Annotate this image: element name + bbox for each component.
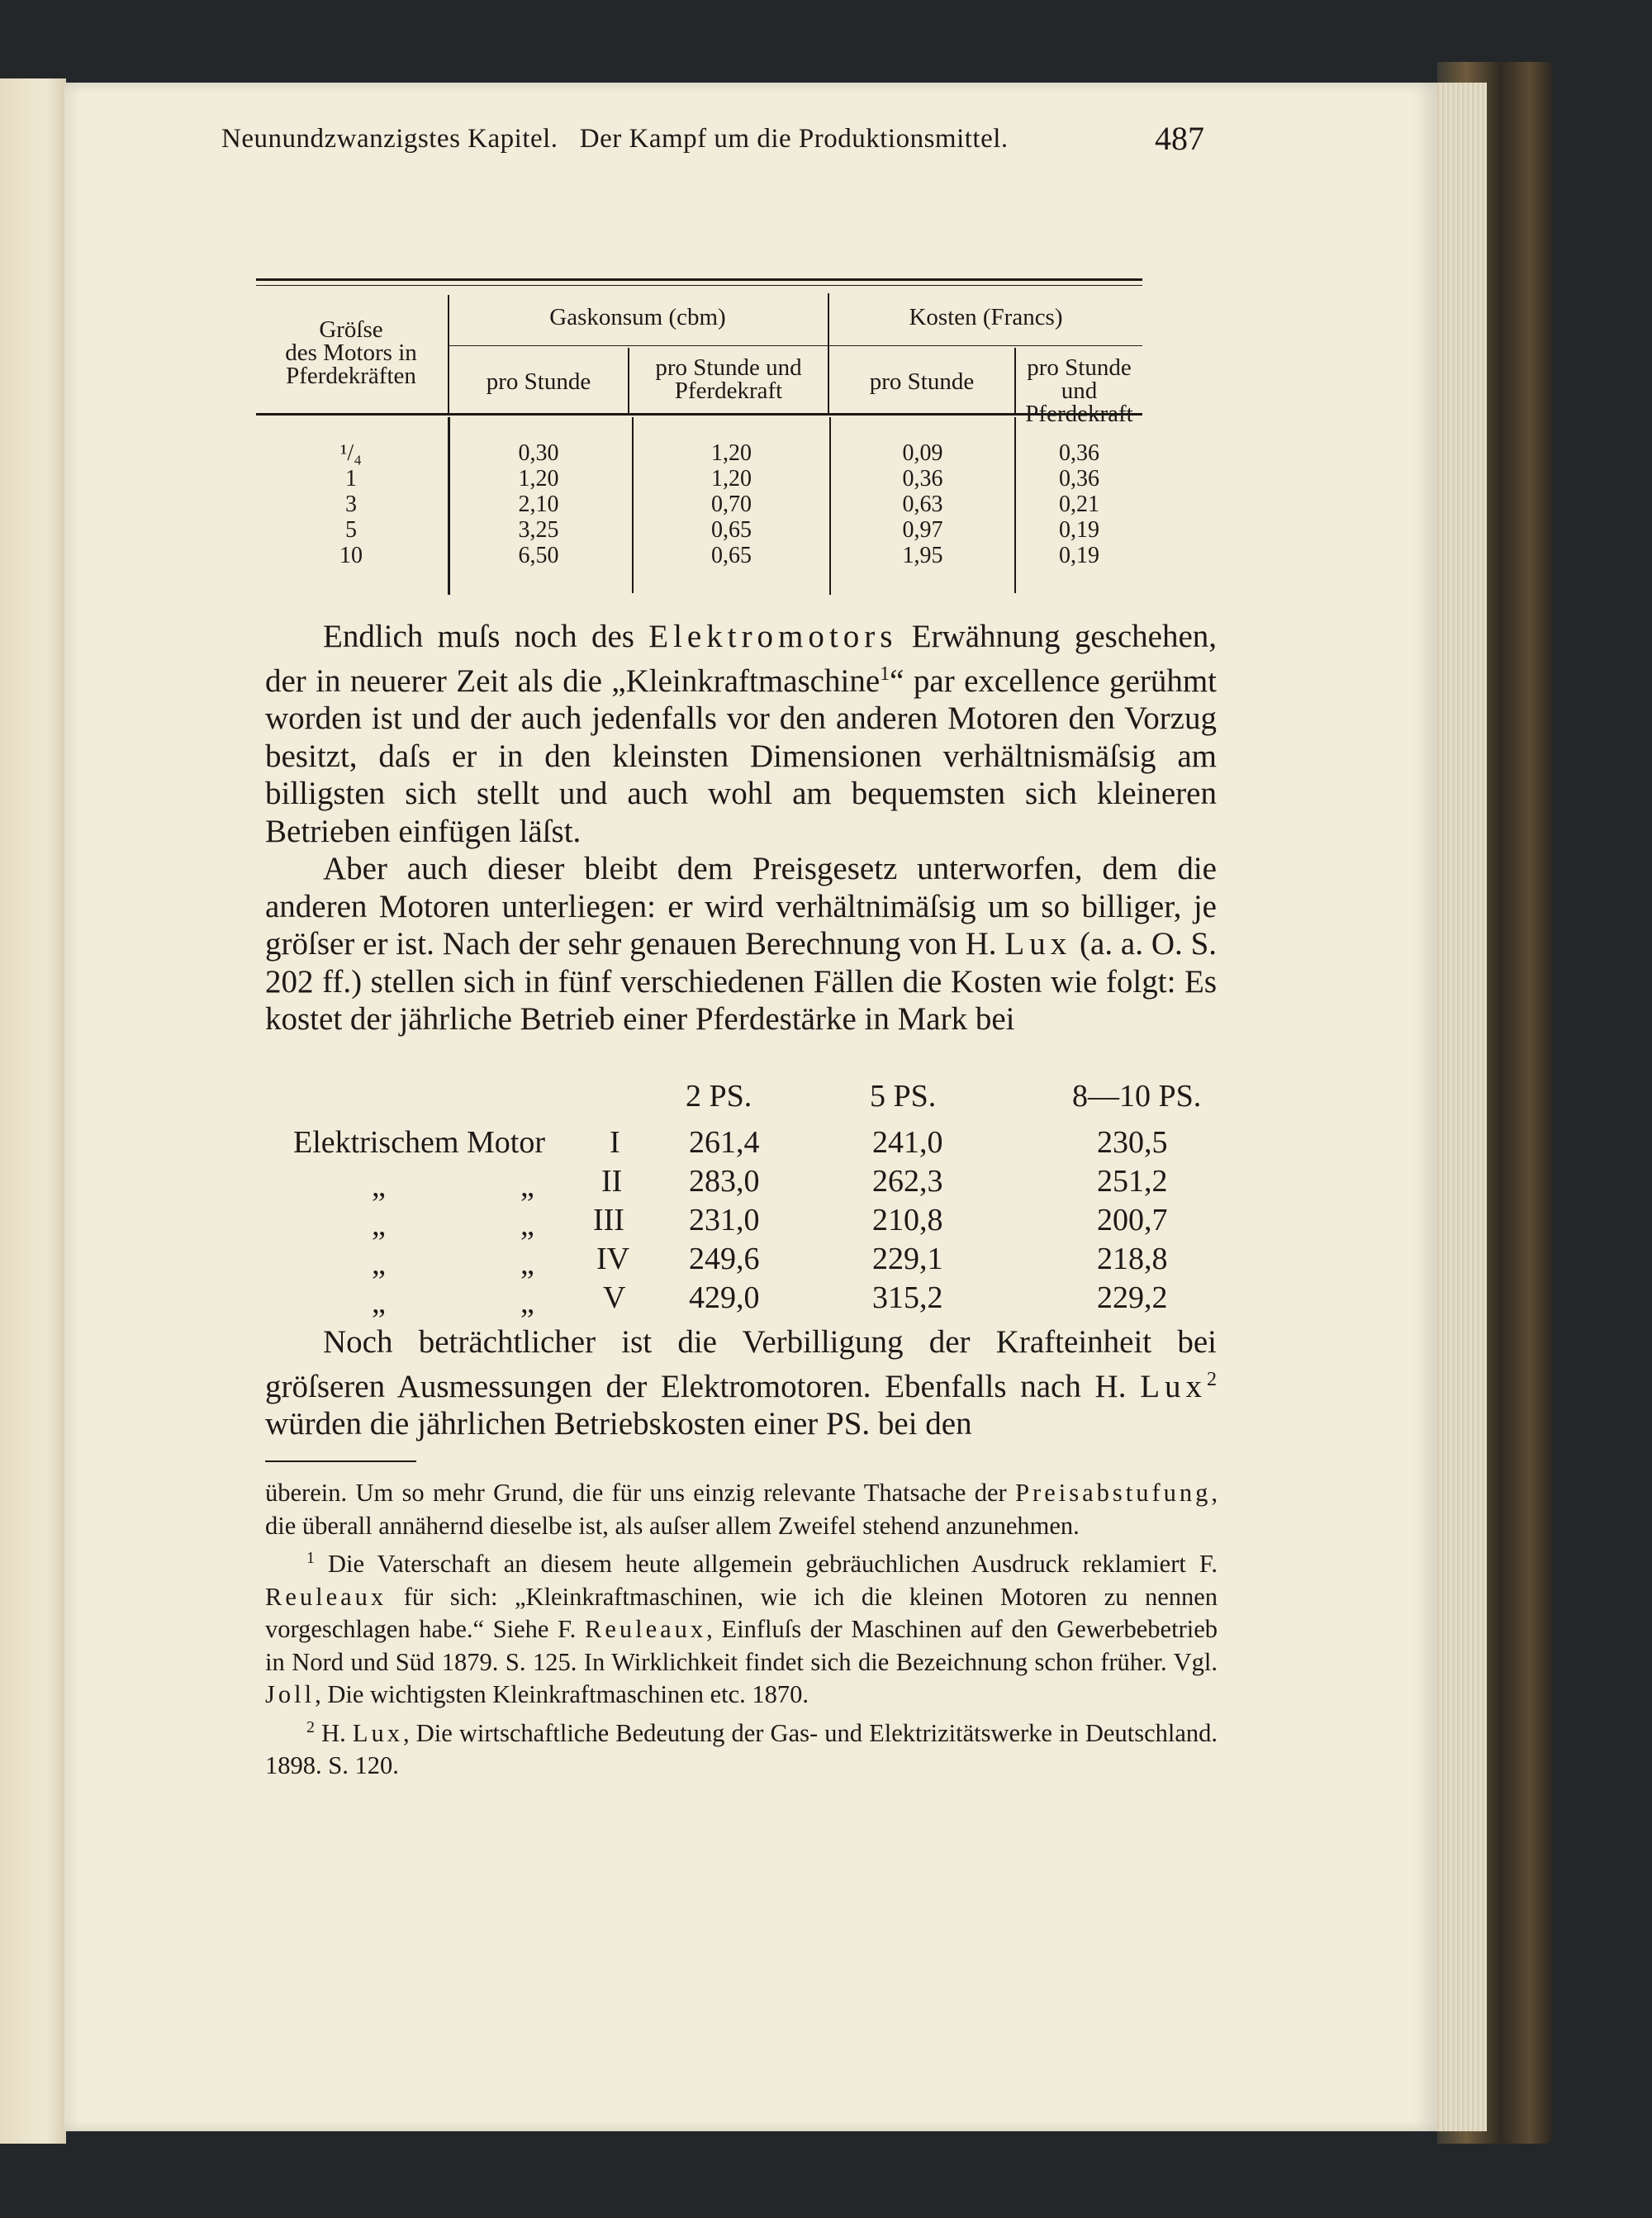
paragraph-electromotor <box>265 618 1217 850</box>
table-cell: 210,8 <box>872 1203 943 1237</box>
body-text-upper <box>265 618 1217 1038</box>
table-cell: 262,3 <box>872 1164 943 1199</box>
spaced-term: Reuleaux <box>584 1615 707 1644</box>
text-run: Noch beträchtlicher ist die Verbilligung der Krafteinheit bei gröſseren Ausmessungen der Elektromotoren. Ebenfalls nach H. <box>265 1324 1217 1404</box>
motor-number: V <box>603 1280 626 1315</box>
ditto-mark: „ <box>520 1208 534 1242</box>
header-cost-per-hour-hp-line1: pro Stunde und <box>1027 354 1132 404</box>
ditto-mark: „ <box>372 1208 386 1242</box>
gas-motor-table <box>190 194 1142 568</box>
table-cell: 6,50 <box>518 543 559 568</box>
footnote-continuation <box>265 1477 1218 1542</box>
header-cost-per-hour-hp <box>1016 356 1142 425</box>
table-cell: 1,20 <box>711 440 752 466</box>
text-run: , Die wirtschaftliche Bedeutung der Gas- und Elektrizitätswerke in Deutschland. 1898. S. 120. <box>265 1718 1218 1780</box>
table-row <box>190 1163 1222 1204</box>
footnote-2 <box>265 1712 1218 1783</box>
table-row <box>190 1124 1222 1162</box>
spaced-term: Joll <box>265 1680 316 1709</box>
header-gas-per-hour-hp-line1: pro Stunde und <box>655 354 802 381</box>
spaced-term: Elektromotors <box>648 619 898 654</box>
table-cell: 218,8 <box>1097 1242 1168 1276</box>
text-run: , Einfluſs der Maschinen auf den Gewerbebetrieb in Nord und Süd 1879. S. 125. In Wirklichkeit findet sich die Bezeichnung schon früher. Vgl. <box>265 1615 1218 1676</box>
table-cell: 0,97 <box>902 517 943 543</box>
ditto-mark: „ <box>372 1247 386 1281</box>
header-size <box>256 318 446 387</box>
spaced-term: Preisabstufung <box>1015 1479 1212 1507</box>
col-gas-hour-values <box>449 440 628 568</box>
cost-header: 8—10 PS. <box>1072 1079 1202 1114</box>
table-cell: 229,1 <box>872 1242 943 1276</box>
ditto-mark: „ <box>372 1285 386 1320</box>
header-gas-per-hour-hp-line2: Pferdekraft <box>674 378 783 404</box>
motor-number: IV <box>596 1242 630 1276</box>
spaced-term: Reuleaux <box>265 1582 387 1611</box>
col-size-values <box>256 440 446 568</box>
footnote-separator <box>265 1460 416 1462</box>
table-cell: 230,5 <box>1097 1125 1168 1160</box>
row-label: Elektrischem Motor <box>293 1125 545 1160</box>
table-cell: 0,30 <box>518 440 559 466</box>
header-size-line1: Gröſse <box>319 316 383 343</box>
col-cost-hour-hp-values <box>1016 440 1142 568</box>
table-cell: 3,25 <box>518 517 559 543</box>
text-run: , Die wichtigsten Kleinkraftmaschinen etc. 1870. <box>315 1680 809 1709</box>
header-size-line2: des Motors in <box>285 340 417 366</box>
ditto-mark: „ <box>372 1169 386 1204</box>
table-cell: ¹/₄ <box>340 440 362 466</box>
footnote-mark: 2 <box>306 1717 315 1736</box>
table-cell: 283,0 <box>689 1164 760 1199</box>
table-cell: 261,4 <box>689 1125 760 1160</box>
running-title: Neunundzwanzigstes Kapitel. Der Kampf um die Produktionsmittel. <box>221 124 1009 154</box>
table-cell: 2,10 <box>518 492 559 517</box>
table-row <box>190 1241 1222 1279</box>
footnote-ref: 2 <box>1207 1368 1218 1390</box>
paragraph-larger-motors <box>265 1323 1217 1443</box>
header-cost-per-hour-hp-line2: Pferdekraft <box>1025 401 1133 427</box>
table-cell: 1,20 <box>518 466 559 492</box>
col-cost-hour-values <box>831 440 1014 568</box>
spaced-term: Lux <box>1140 1368 1208 1404</box>
spaced-term: Lux <box>1004 926 1072 962</box>
body-text-lower <box>265 1323 1217 1443</box>
table-header-rule <box>256 413 1142 416</box>
text-run: Endlich muſs noch des <box>323 619 634 654</box>
ditto-mark: „ <box>520 1247 534 1281</box>
page-number: 487 <box>1155 120 1204 157</box>
electric-cost-table <box>190 1078 1222 1326</box>
text-run: für sich: „Kleinkraftmaschinen, wie ich die kleinen Motoren zu nennen vorgeschlagen habe.“ Siehe F. <box>265 1582 1218 1644</box>
table-cell: 0,65 <box>711 517 752 543</box>
ditto-mark: „ <box>520 1285 534 1320</box>
table-cell: 10 <box>339 543 363 568</box>
footnote-1 <box>265 1542 1218 1712</box>
running-header <box>221 120 1204 173</box>
table-cell: 0,36 <box>1059 466 1099 492</box>
text-run: “ par excellence gerühmt worden ist und der auch jedenfalls vor den anderen Motoren den Vorzug besitzt, daſs er in den kleinsten Dimensionen verhältnismäſsig am billigsten sich stellt und auch wohl am bequemsten sich kleineren Betrieben einfügen läſst. <box>265 663 1218 849</box>
table-row <box>190 1280 1222 1318</box>
text-run: , die überall annähernd dieselbe ist, als auſser allem Zweifel stehend anzunehmen. <box>265 1479 1218 1540</box>
table-cell: 5 <box>345 517 357 543</box>
table-cell: 3 <box>345 492 357 517</box>
table-cell: 249,6 <box>689 1242 760 1276</box>
table-cell: 0,19 <box>1059 517 1099 543</box>
paragraph-price-law <box>265 850 1217 1038</box>
cost-header-row <box>190 1078 1222 1116</box>
table-cell: 0,21 <box>1059 492 1099 517</box>
motor-number: II <box>601 1164 623 1199</box>
motor-number: I <box>610 1125 620 1160</box>
col-gas-hour-hp-values <box>634 440 829 568</box>
table-cell: 315,2 <box>872 1280 943 1315</box>
table-cell: 241,0 <box>872 1125 943 1160</box>
table-subheader-rule <box>449 345 1142 346</box>
table-cell: 0,09 <box>902 440 943 466</box>
spaced-term: Lux <box>352 1718 404 1747</box>
text-run: (a. a. O. S. 202 ff.) stellen sich in fünf verschiedenen Fällen die Kosten wie folgt: Es kostet der jährliche Betrieb einer Pferdestärke in Mark bei <box>265 926 1218 1037</box>
table-cell: 0,63 <box>902 492 943 517</box>
motor-number: III <box>593 1203 624 1237</box>
table-cell: 200,7 <box>1097 1203 1168 1237</box>
text-run: würden die jährlichen Betriebskosten einer PS. bei den <box>265 1406 972 1441</box>
table-cell: 1,95 <box>902 543 943 568</box>
facing-page-edge <box>0 78 66 2144</box>
table-cell: 0,36 <box>1059 440 1099 466</box>
text-run: Erwähnung geschehen, der in neuerer Zeit als die „Kleinkraftmaschine <box>265 619 1218 699</box>
footnote-ref: 1 <box>880 663 890 685</box>
table-row <box>190 1202 1222 1240</box>
table-cell: 1 <box>345 466 357 492</box>
ditto-mark: „ <box>520 1169 534 1204</box>
header-gas-group: Gaskonsum (cbm) <box>549 304 726 330</box>
header-cost-per-hour: pro Stunde <box>869 368 975 395</box>
text-run: überein. Um so mehr Grund, die für uns einzig relevante Thatsache der <box>265 1479 1007 1507</box>
footnotes <box>265 1477 1218 1783</box>
table-cell: 0,70 <box>711 492 752 517</box>
table-cell: 229,2 <box>1097 1280 1168 1315</box>
table-cell: 429,0 <box>689 1280 760 1315</box>
table-cell: 1,20 <box>711 466 752 492</box>
header-size-line3: Pferdekräften <box>286 363 416 389</box>
header-gas-per-hour-hp <box>629 356 828 402</box>
table-cell: 0,36 <box>902 466 943 492</box>
text-run: Die Vaterschaft an diesem heute allgemein gebräuchlichen Ausdruck reklamiert F. <box>328 1550 1218 1579</box>
footnote-mark: 1 <box>306 1549 315 1567</box>
cost-header: 2 PS. <box>686 1079 752 1114</box>
text-run: H. <box>321 1718 346 1747</box>
table-cell: 231,0 <box>689 1203 760 1237</box>
table-cell: 0,19 <box>1059 543 1099 568</box>
table-top-rule <box>256 278 1142 281</box>
header-gas-per-hour: pro Stunde <box>486 368 591 395</box>
table-top-rule-thin <box>256 285 1142 286</box>
table-cell: 251,2 <box>1097 1164 1168 1199</box>
text-run: Aber auch dieser bleibt dem Preisgesetz unterworfen, dem die anderen Motoren unterliegen: er wird verhältnimäſsig um so billiger, je gröſser er ist. Nach der sehr genauen Berechnung von H. <box>265 851 1217 962</box>
table-cell: 0,65 <box>711 543 752 568</box>
header-cost-group: Kosten (Francs) <box>909 304 1063 330</box>
cost-header: 5 PS. <box>870 1079 937 1114</box>
